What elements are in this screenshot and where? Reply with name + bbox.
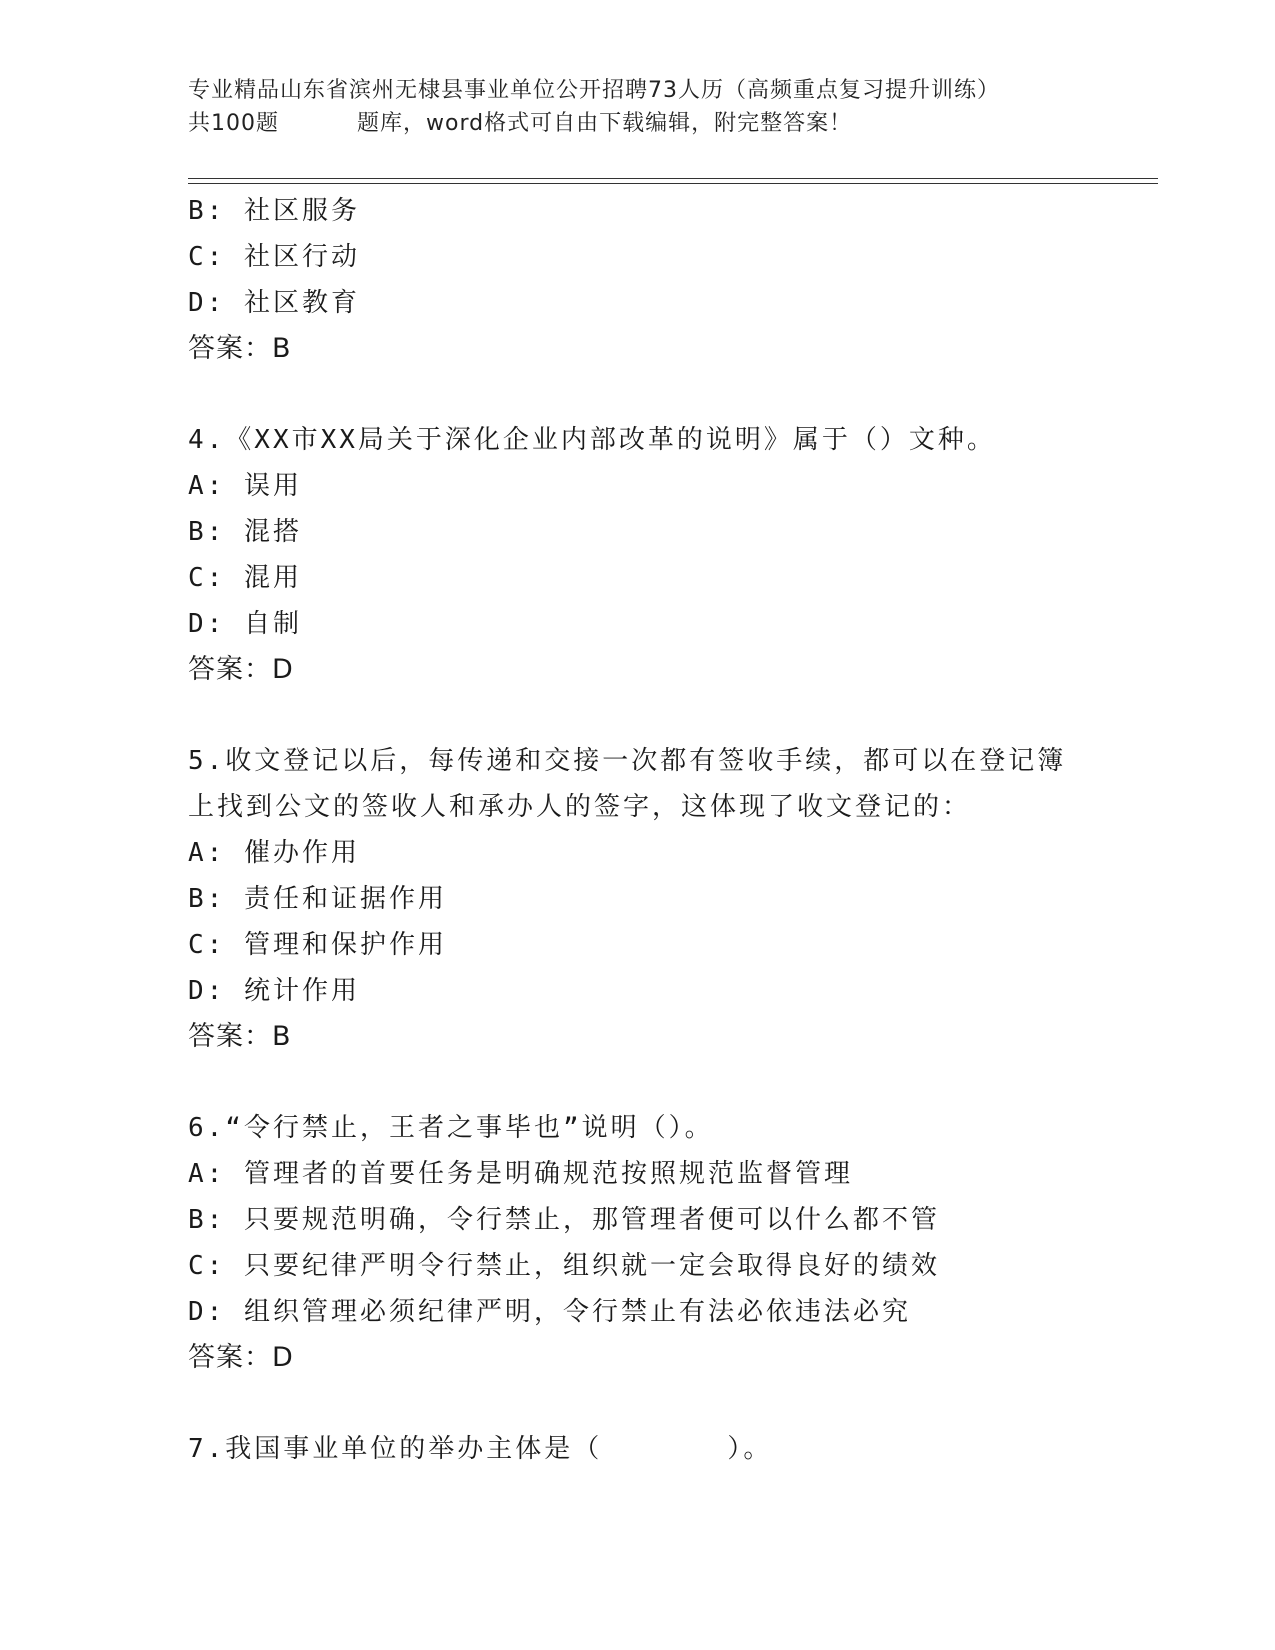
question-stem-left: 7.我国事业单位的举办主体是（ [188,1434,603,1464]
answer-line: 答案：D [188,1342,294,1373]
option-a: A: 管理者的首要任务是明确规范按照规范监督管理 [188,1159,853,1189]
question-list [188,188,1158,1472]
question-stem-right: ）。 [727,1434,773,1464]
header-format-note: 题库，word格式可自由下载编辑，附完整答案！ [357,111,853,136]
option-b: B: 责任和证据作用 [188,884,447,914]
option-a: A: 误用 [188,471,302,501]
option-d: D: 社区教育 [188,288,360,318]
option-b: B: 社区服务 [188,196,360,226]
question-7-block [188,1426,1158,1472]
answer-line: 答案：B [188,333,292,364]
question-5-block [188,738,1158,1060]
option-d: D: 组织管理必须纪律严明，令行禁止有法必依违法必究 [188,1297,911,1327]
question-stem [188,1426,1158,1472]
question-4-block [188,417,1158,693]
answer-line: 答案：B [188,1021,292,1052]
question-stem-line-1: 5.收文登记以后，每传递和交接一次都有签收手续，都可以在登记簿 [188,746,1067,776]
header-title-line: 专业精品山东省滨州无棣县事业单位公开招聘73人历（高频重点复习提升训练） [188,78,1000,103]
header-question-count: 共100题 [188,111,279,136]
option-c: C: 管理和保护作用 [188,930,447,960]
option-d: D: 统计作用 [188,976,360,1006]
question-6-block [188,1105,1158,1381]
document-header [188,74,1158,140]
option-c: C: 混用 [188,563,302,593]
option-c: C: 社区行动 [188,242,360,272]
question-stem: 4.《XX市XX局关于深化企业内部改革的说明》属于（）文种。 [188,425,996,455]
option-a: A: 催办作用 [188,838,360,868]
option-b: B: 混搭 [188,517,302,547]
option-b: B: 只要规范明确，令行禁止，那管理者便可以什么都不管 [188,1205,940,1235]
question-stem-line-2: 上找到公文的签收人和承办人的签字，这体现了收文登记的： [188,792,972,822]
answer-line: 答案：D [188,654,294,685]
option-c: C: 只要纪律严明令行禁止，组织就一定会取得良好的绩效 [188,1251,940,1281]
header-subtitle-line [188,107,1158,140]
option-d: D: 自制 [188,609,302,639]
question-3-block [188,188,1158,372]
header-divider-top [188,178,1158,179]
header-divider-bottom [188,183,1158,184]
question-stem: 6.“令行禁止，王者之事毕也”说明（）。 [188,1113,714,1143]
